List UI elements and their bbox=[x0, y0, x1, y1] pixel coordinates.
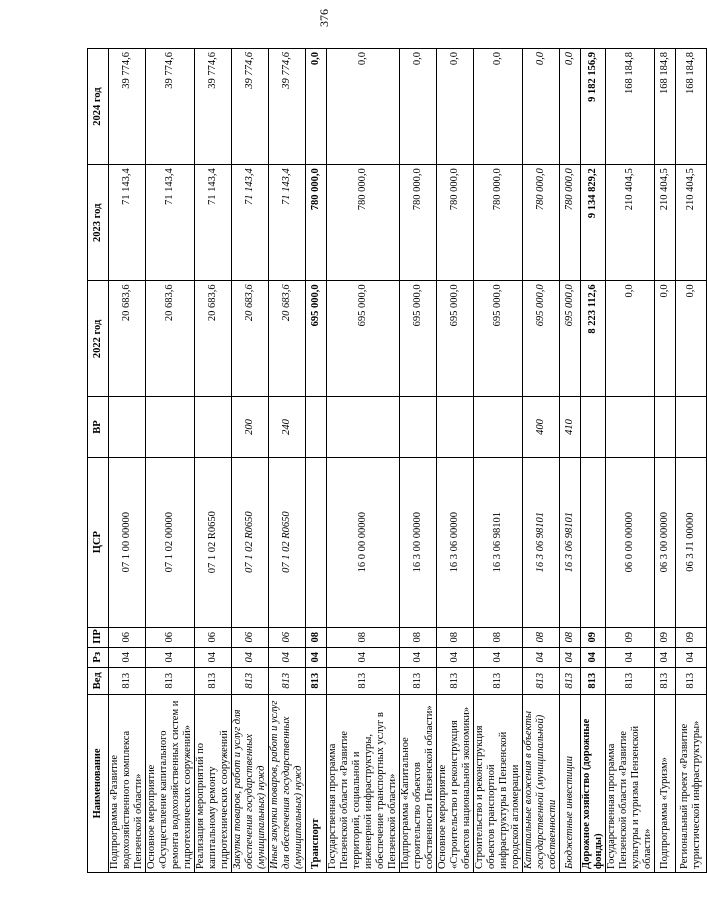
row-name: Государственная программа Пензенской области «Развитие территорий, социальной и инженерной инфраструктуры, обеспечение транспортных услуг в Пензенской области» bbox=[327, 694, 400, 872]
row-2023: 780 000,0 bbox=[327, 165, 400, 281]
row-pr: 08 bbox=[306, 627, 327, 647]
row-2023: 780 000,0 bbox=[474, 165, 523, 281]
row-pr: 08 bbox=[474, 627, 523, 647]
header-2023: 2023 год bbox=[88, 165, 109, 281]
table-header-row bbox=[88, 49, 109, 873]
row-csr: 07 1 00 00000 bbox=[109, 457, 146, 627]
row-2024: 0,0 bbox=[327, 49, 400, 165]
row-name: Строительство и реконструкция объектов транспортной инфраструктуры в Пензенской городской агломерации bbox=[474, 694, 523, 872]
row-rz: 04 bbox=[306, 647, 327, 667]
page-number: 376 bbox=[317, 9, 331, 27]
row-2022: 0,0 bbox=[606, 281, 655, 397]
row-2023: 210 404,5 bbox=[655, 165, 676, 281]
header-pr: ПР bbox=[88, 627, 109, 647]
row-csr: 16 3 06 98101 bbox=[560, 457, 581, 627]
row-vr: 410 bbox=[560, 397, 581, 457]
row-rz: 04 bbox=[606, 647, 655, 667]
table-row bbox=[606, 49, 655, 873]
row-vr bbox=[437, 397, 474, 457]
row-2022: 0,0 bbox=[655, 281, 676, 397]
table-row bbox=[560, 49, 581, 873]
row-csr: 07 1 02 R0650 bbox=[269, 457, 306, 627]
row-rz: 04 bbox=[195, 647, 232, 667]
row-csr: 07 1 02 R0650 bbox=[195, 457, 232, 627]
row-name: Иные закупки товаров, работ и услуг для обеспечения государственных (муниципальных) нужд bbox=[269, 694, 306, 872]
row-2022: 695 000,0 bbox=[306, 281, 327, 397]
row-ved: 813 bbox=[560, 667, 581, 694]
row-2024: 0,0 bbox=[523, 49, 560, 165]
row-2024: 39 774,6 bbox=[109, 49, 146, 165]
row-vr bbox=[327, 397, 400, 457]
row-vr: 200 bbox=[232, 397, 269, 457]
row-ved: 813 bbox=[581, 667, 606, 694]
row-2024: 39 774,6 bbox=[232, 49, 269, 165]
row-2022: 20 683,6 bbox=[269, 281, 306, 397]
row-2024: 39 774,6 bbox=[195, 49, 232, 165]
row-name: Дорожное хозяйство (дорожные фонды) bbox=[581, 694, 606, 872]
header-name: Наименование bbox=[88, 694, 109, 872]
row-pr: 06 bbox=[195, 627, 232, 647]
row-rz: 04 bbox=[232, 647, 269, 667]
row-pr: 09 bbox=[676, 627, 707, 647]
row-2022: 20 683,6 bbox=[195, 281, 232, 397]
row-2023: 210 404,5 bbox=[676, 165, 707, 281]
row-pr: 06 bbox=[146, 627, 195, 647]
row-2023: 780 000,0 bbox=[306, 165, 327, 281]
row-2022: 20 683,6 bbox=[146, 281, 195, 397]
row-2024: 9 182 156,9 bbox=[581, 49, 606, 165]
table-row bbox=[676, 49, 707, 873]
row-2023: 780 000,0 bbox=[523, 165, 560, 281]
row-2022: 695 000,0 bbox=[437, 281, 474, 397]
row-ved: 813 bbox=[109, 667, 146, 694]
row-vr bbox=[400, 397, 437, 457]
table-row bbox=[523, 49, 560, 873]
row-2024: 0,0 bbox=[474, 49, 523, 165]
row-2022: 695 000,0 bbox=[560, 281, 581, 397]
row-csr: 16 0 00 00000 bbox=[327, 457, 400, 627]
row-2023: 210 404,5 bbox=[606, 165, 655, 281]
row-2024: 0,0 bbox=[400, 49, 437, 165]
row-ved: 813 bbox=[606, 667, 655, 694]
header-vr: ВР bbox=[88, 397, 109, 457]
header-ved: Вед bbox=[88, 667, 109, 694]
header-rz: Рз bbox=[88, 647, 109, 667]
table-row bbox=[109, 49, 146, 873]
row-2022: 695 000,0 bbox=[400, 281, 437, 397]
row-csr bbox=[306, 457, 327, 627]
row-rz: 04 bbox=[327, 647, 400, 667]
row-rz: 04 bbox=[655, 647, 676, 667]
row-2024: 0,0 bbox=[437, 49, 474, 165]
row-2023: 71 143,4 bbox=[109, 165, 146, 281]
table-row bbox=[581, 49, 606, 873]
row-name: Транспорт bbox=[306, 694, 327, 872]
row-rz: 04 bbox=[581, 647, 606, 667]
row-ved: 813 bbox=[437, 667, 474, 694]
header-csr: ЦСР bbox=[88, 457, 109, 627]
row-2024: 168 184,8 bbox=[606, 49, 655, 165]
row-2022: 695 000,0 bbox=[474, 281, 523, 397]
table-row bbox=[655, 49, 676, 873]
table-row bbox=[474, 49, 523, 873]
row-pr: 06 bbox=[232, 627, 269, 647]
row-csr: 16 3 06 98101 bbox=[474, 457, 523, 627]
table-row bbox=[146, 49, 195, 873]
row-vr bbox=[474, 397, 523, 457]
row-rz: 04 bbox=[400, 647, 437, 667]
table-row bbox=[195, 49, 232, 873]
row-name: Подпрограмма «Туризм» bbox=[655, 694, 676, 872]
row-ved: 813 bbox=[676, 667, 707, 694]
row-vr bbox=[109, 397, 146, 457]
row-2024: 168 184,8 bbox=[655, 49, 676, 165]
row-ved: 813 bbox=[400, 667, 437, 694]
table-row bbox=[306, 49, 327, 873]
row-2023: 71 143,4 bbox=[232, 165, 269, 281]
row-name: Основное мероприятие «Строительство и реконструкция объектов национальной экономики» bbox=[437, 694, 474, 872]
row-csr: 16 3 06 98101 bbox=[523, 457, 560, 627]
row-vr bbox=[606, 397, 655, 457]
table-row bbox=[437, 49, 474, 873]
row-2023: 9 134 829,2 bbox=[581, 165, 606, 281]
row-rz: 04 bbox=[437, 647, 474, 667]
row-name: Региональный проект «Развитие туристической инфраструктуры» bbox=[676, 694, 707, 872]
row-2024: 0,0 bbox=[306, 49, 327, 165]
row-rz: 04 bbox=[676, 647, 707, 667]
row-2024: 0,0 bbox=[560, 49, 581, 165]
row-vr: 400 bbox=[523, 397, 560, 457]
row-2023: 780 000,0 bbox=[560, 165, 581, 281]
row-pr: 06 bbox=[109, 627, 146, 647]
row-2023: 71 143,4 bbox=[269, 165, 306, 281]
row-2022: 20 683,6 bbox=[109, 281, 146, 397]
row-name: Бюджетные инвестиции bbox=[560, 694, 581, 872]
row-csr: 06 0 00 00000 bbox=[606, 457, 655, 627]
row-csr bbox=[581, 457, 606, 627]
row-vr: 240 bbox=[269, 397, 306, 457]
row-ved: 813 bbox=[655, 667, 676, 694]
row-rz: 04 bbox=[523, 647, 560, 667]
row-ved: 813 bbox=[474, 667, 523, 694]
row-2024: 39 774,6 bbox=[269, 49, 306, 165]
table-row bbox=[400, 49, 437, 873]
header-2024: 2024 год bbox=[88, 49, 109, 165]
row-csr: 07 1 02 00000 bbox=[146, 457, 195, 627]
row-2022: 695 000,0 bbox=[327, 281, 400, 397]
row-rz: 04 bbox=[474, 647, 523, 667]
row-2022: 695 000,0 bbox=[523, 281, 560, 397]
row-ved: 813 bbox=[195, 667, 232, 694]
row-name: Реализация мероприятий по капитальному ремонту гидротехнических сооружений bbox=[195, 694, 232, 872]
table-row bbox=[232, 49, 269, 873]
row-pr: 09 bbox=[581, 627, 606, 647]
row-vr bbox=[146, 397, 195, 457]
row-csr: 06 3 00 00000 bbox=[655, 457, 676, 627]
row-rz: 04 bbox=[146, 647, 195, 667]
row-rz: 04 bbox=[560, 647, 581, 667]
row-2023: 780 000,0 bbox=[437, 165, 474, 281]
row-2024: 168 184,8 bbox=[676, 49, 707, 165]
row-vr bbox=[195, 397, 232, 457]
header-2022: 2022 год bbox=[88, 281, 109, 397]
row-vr bbox=[306, 397, 327, 457]
row-ved: 813 bbox=[327, 667, 400, 694]
row-csr: 16 3 00 00000 bbox=[400, 457, 437, 627]
row-vr bbox=[655, 397, 676, 457]
row-csr: 16 3 06 00000 bbox=[437, 457, 474, 627]
table-row bbox=[327, 49, 400, 873]
row-vr bbox=[676, 397, 707, 457]
row-pr: 08 bbox=[523, 627, 560, 647]
row-2024: 39 774,6 bbox=[146, 49, 195, 165]
row-name: Государственная программа Пензенской области «Развитие культуры и туризма Пензенской области» bbox=[606, 694, 655, 872]
row-pr: 08 bbox=[327, 627, 400, 647]
row-rz: 04 bbox=[269, 647, 306, 667]
row-vr bbox=[581, 397, 606, 457]
rotated-table-wrapper bbox=[87, 48, 702, 873]
row-2023: 780 000,0 bbox=[400, 165, 437, 281]
row-rz: 04 bbox=[109, 647, 146, 667]
row-ved: 813 bbox=[146, 667, 195, 694]
row-pr: 09 bbox=[655, 627, 676, 647]
row-csr: 07 1 02 R0650 bbox=[232, 457, 269, 627]
row-name: Подпрограмма «Капитальное строительство объектов собственности Пензенской области» bbox=[400, 694, 437, 872]
row-pr: 06 bbox=[269, 627, 306, 647]
row-ved: 813 bbox=[232, 667, 269, 694]
row-ved: 813 bbox=[523, 667, 560, 694]
row-pr: 09 bbox=[606, 627, 655, 647]
row-pr: 08 bbox=[400, 627, 437, 647]
row-name: Подпрограмма «Развитие водохозяйственного комплекса Пензенской области» bbox=[109, 694, 146, 872]
row-pr: 08 bbox=[437, 627, 474, 647]
row-2022: 20 683,6 bbox=[232, 281, 269, 397]
row-2023: 71 143,4 bbox=[146, 165, 195, 281]
row-2023: 71 143,4 bbox=[195, 165, 232, 281]
row-name: Основное мероприятие «Осуществление капитального ремонта водохозяйственных систем и гидротехнических сооружений» bbox=[146, 694, 195, 872]
row-csr: 06 3 J1 00000 bbox=[676, 457, 707, 627]
budget-table bbox=[87, 48, 707, 873]
row-ved: 813 bbox=[306, 667, 327, 694]
row-name: Закупка товаров, работ и услуг для обеспечения государственных (муниципальных) нужд bbox=[232, 694, 269, 872]
row-pr: 08 bbox=[560, 627, 581, 647]
row-2022: 0,0 bbox=[676, 281, 707, 397]
row-ved: 813 bbox=[269, 667, 306, 694]
row-2022: 8 223 112,6 bbox=[581, 281, 606, 397]
row-name: Капитальные вложения в объекты государственной (муниципальной) собственности bbox=[523, 694, 560, 872]
table-row bbox=[269, 49, 306, 873]
